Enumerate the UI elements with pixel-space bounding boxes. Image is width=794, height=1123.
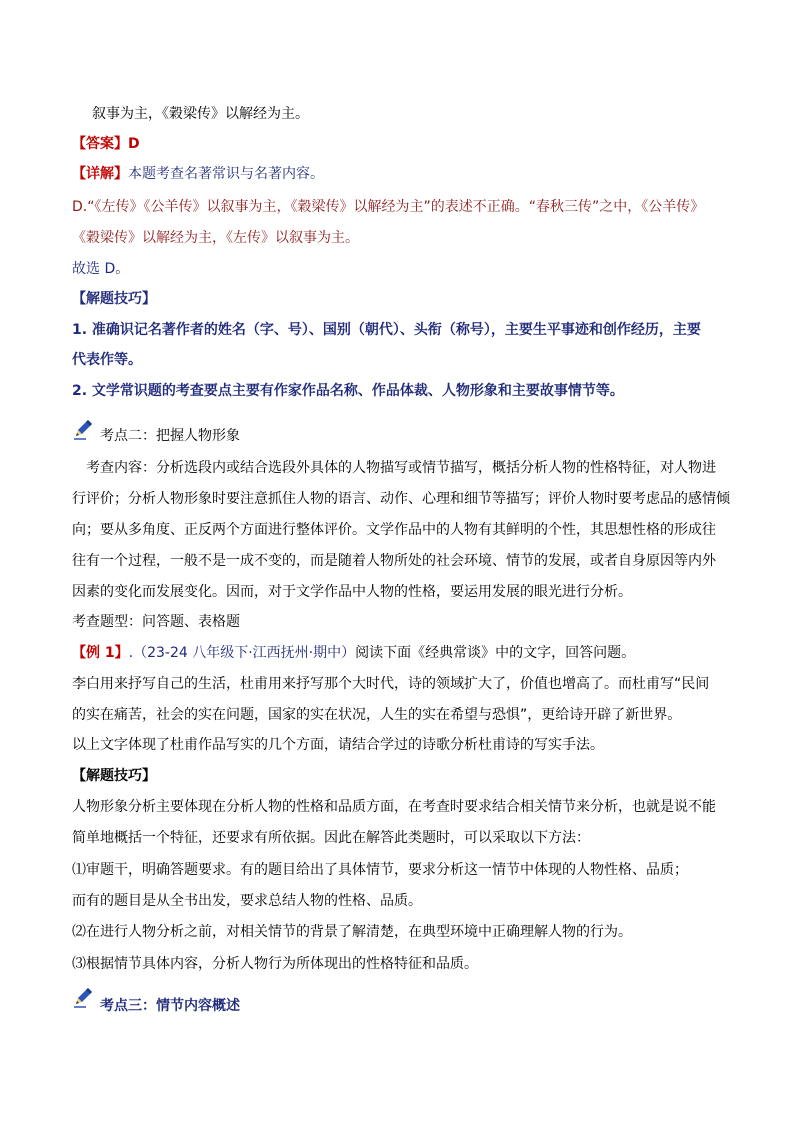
answer-label: 【答案】 bbox=[72, 136, 128, 152]
answer-line bbox=[72, 134, 140, 154]
content-line-1: 考查内容：分析选段内或结合选段外具体的人物描写或情节描写，概括分析人物的性格特征，对人物进 bbox=[86, 460, 716, 476]
text-line bbox=[92, 104, 309, 124]
detail-text: 本题考查名著常识与名著内容。 bbox=[128, 166, 324, 182]
example-source: .（23-24 八年级下·江西抚州·期中） bbox=[128, 645, 356, 661]
skill-line-2: 简单地概括一个特征，还要求有所依据。因此在解答此类题时，可以采取以下方法： bbox=[72, 830, 590, 846]
detail-body-1: D.“《左传》《公羊传》以叙事为主，《穀梁传》以解经为主”的表述不正确。“春秋三传”之中，《公羊传》 bbox=[72, 199, 705, 215]
detail-label: 【详解】 bbox=[72, 166, 128, 182]
quote-line-2: 的实在痛苦，社会的实在问题，国家的实在状况，人生的实在希望与恐惧”，更给诗开辟了新世界。 bbox=[72, 707, 682, 723]
quote-line-1: 李白用来抒写自己的生活，杜甫用来抒写那个大时代，诗的领域扩大了，价值也增高了。而杜甫写“民间 bbox=[72, 676, 710, 692]
skill-line-3: ⑴审题干，明确答题要求。有的题目给出了具体情节，要求分析这一情节中体现的人物性格、品质； bbox=[72, 862, 688, 878]
example-text: 阅读下面《经典常谈》中的文字，回答问题。 bbox=[355, 645, 636, 661]
tips-heading-2: 【解题技巧】 bbox=[72, 768, 156, 784]
content-line-5: 因素的变化而发展变化。因而，对于文学作品中人物的性格，要运用发展的眼光进行分析。 bbox=[72, 584, 632, 600]
pencil-icon bbox=[72, 986, 94, 1008]
example-line bbox=[72, 643, 635, 663]
tip-1a: 1. 准确识记名著作者的姓名（字、号）、国别（朝代）、头衔（称号），主要生平事迹和创作经历，主要 bbox=[72, 322, 701, 338]
tips-heading-1: 【解题技巧】 bbox=[72, 291, 156, 307]
answer-value: D bbox=[128, 136, 140, 152]
tip-1b: 代表作等。 bbox=[72, 352, 142, 368]
skill-line-6: ⑶根据情节具体内容，分析人物行为所体现出的性格特征和品质。 bbox=[72, 956, 478, 972]
skill-line-4: 而有的题目是从全书出发，要求总结人物的性格、品质。 bbox=[72, 893, 422, 909]
content-line-2: 行评价；分析人物形象时要注意抓住人物的语言、动作、心理和细节等描写；评价人物时要考虑品的感情倾 bbox=[72, 491, 730, 507]
text: 叙事为主，《穀梁传》以解经为主。 bbox=[92, 106, 309, 122]
tip-2: 2. 文学常识题的考查要点主要有作家作品名称、作品体裁、人物形象和主要故事情节等。 bbox=[72, 383, 624, 399]
choose-line: 故选 D。 bbox=[72, 261, 130, 277]
skill-line-5: ⑵在进行人物分析之前，对相关情节的背景了解清楚，在典型环境中正确理解人物的行为。 bbox=[72, 924, 632, 940]
detail-body-2: 《穀梁传》以解经为主，《左传》以叙事为主。 bbox=[72, 230, 359, 246]
content-line-3: 向；要从多角度、正反两个方面进行整体评价。文学作品中的人物有其鲜明的个性，其思想性格的形成往 bbox=[72, 522, 716, 538]
types-line: 考查题型：问答题、表格题 bbox=[72, 614, 240, 630]
section-title-kd2: 考点二：把握人物形象 bbox=[100, 428, 240, 444]
question-line: 以上文字体现了杜甫作品写实的几个方面，请结合学过的诗歌分析杜甫诗的写实手法。 bbox=[72, 737, 604, 753]
detail-line bbox=[72, 164, 324, 184]
pencil-icon bbox=[72, 418, 94, 440]
section-title-kd3: 考点三：情节内容概述 bbox=[100, 998, 240, 1014]
skill-line-1: 人物形象分析主要体现在分析人物的性格和品质方面，在考查时要求结合相关情节来分析，也就是说不能 bbox=[72, 799, 716, 815]
example-label: 【例 1】 bbox=[72, 645, 129, 661]
content-line-4: 往有一个过程，一般不是一成不变的，而是随着人物所处的社会环境、情节的发展，或者自身原因等内外 bbox=[72, 553, 716, 569]
